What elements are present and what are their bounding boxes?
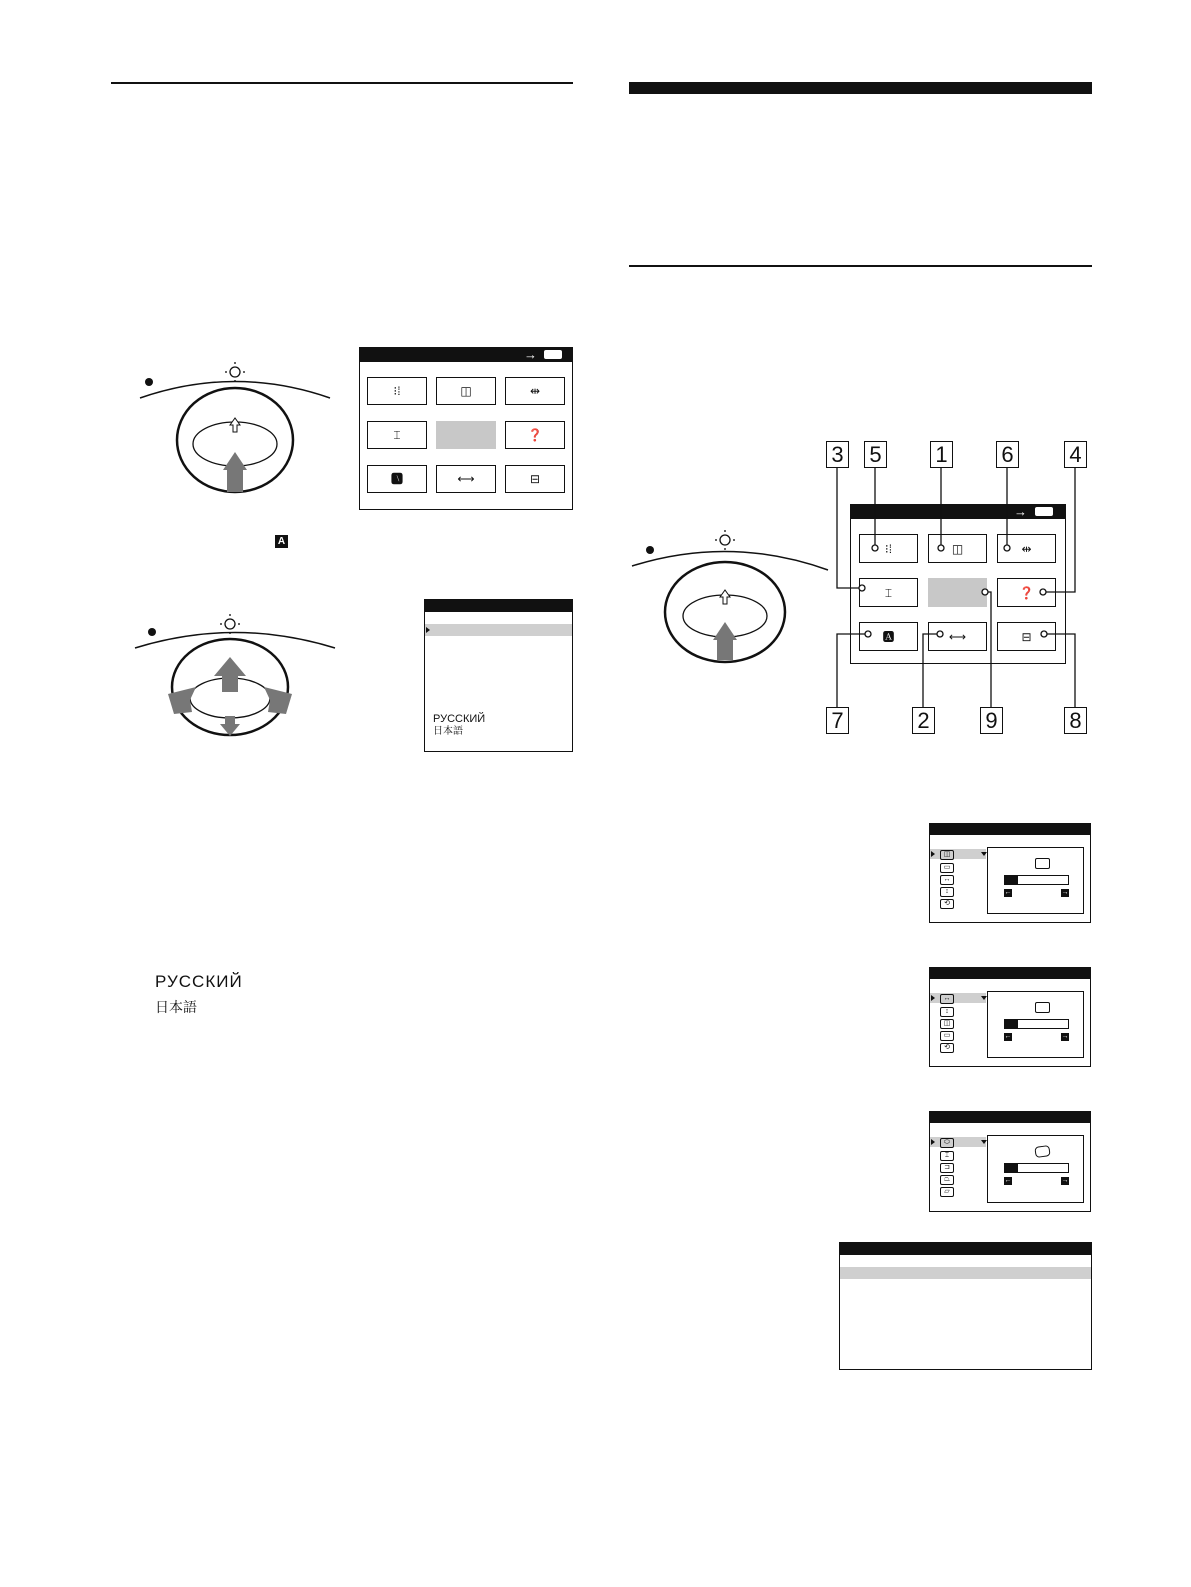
color-icon: ⁝⁞ <box>884 541 893 556</box>
rotation-icon[interactable]: ⟲ <box>940 1043 954 1053</box>
language-inline-icon: A <box>275 535 288 548</box>
list-menu-highlight <box>840 1267 1091 1279</box>
language-icon: 🅰 <box>390 472 403 486</box>
gauge-fill <box>1005 876 1018 884</box>
selection-pointer-icon <box>931 851 935 857</box>
center-icon: ◫ <box>460 384 472 398</box>
zoom-icon[interactable]: ▭ <box>940 1031 954 1041</box>
callout-leader-lines <box>0 0 1191 760</box>
options-icon: ⊟ <box>1021 629 1032 644</box>
callout-5: 5 <box>864 441 887 468</box>
center-icon[interactable]: ◫ <box>940 1019 954 1029</box>
callout-6: 6 <box>996 441 1019 468</box>
list-menu-title-bar <box>840 1243 1091 1255</box>
selection-pointer-icon <box>931 1139 935 1145</box>
key-balance-icon[interactable]: ▱ <box>940 1187 954 1197</box>
callout-2: 2 <box>912 707 935 734</box>
language-item-japanese[interactable]: 日本語 <box>433 726 463 737</box>
exit-arrow-icon: → <box>1014 504 1027 519</box>
adjust-gauge[interactable] <box>1004 1163 1069 1173</box>
adjust-panel <box>987 991 1084 1058</box>
callout-4: 4 <box>1064 441 1087 468</box>
rotation-icon <box>1034 1145 1050 1158</box>
center-icon: ◫ <box>951 541 964 556</box>
h-size-icon <box>1035 1002 1050 1013</box>
help-icon: ❓ <box>1019 585 1034 600</box>
submenu-highlight <box>930 849 986 859</box>
v-size-icon[interactable]: ↕ <box>940 1007 954 1017</box>
increase-button[interactable]: → <box>1061 1177 1069 1184</box>
center-adjust-menu <box>929 823 1091 923</box>
list-menu-osd <box>839 1242 1092 1370</box>
size-icon: ⇹ <box>1021 541 1032 556</box>
callout-1: 1 <box>930 441 953 468</box>
adjust-gauge[interactable] <box>1004 1019 1069 1029</box>
pincushion-icon[interactable]: ⌶ <box>940 1151 954 1161</box>
selection-pointer-icon <box>931 995 935 1001</box>
language-russian-text: РУССКИЙ <box>155 972 243 991</box>
language-icon: 🅰 <box>882 629 895 644</box>
help-icon: ❓ <box>527 428 543 442</box>
center-icon[interactable]: ◫ <box>940 850 954 860</box>
decrease-button[interactable]: ← <box>1004 1033 1012 1040</box>
convergence-icon: ⟷ <box>948 629 967 644</box>
center-icon <box>1035 858 1050 869</box>
decrease-button[interactable]: ← <box>1004 1177 1012 1184</box>
callout-3: 3 <box>826 441 849 468</box>
keystone-icon[interactable]: ⏢ <box>940 1175 954 1185</box>
adjust-panel <box>987 847 1084 914</box>
h-size-icon[interactable]: ↔ <box>940 875 954 885</box>
rotation-icon[interactable]: ⟲ <box>940 899 954 909</box>
convergence-icon: ⟷ <box>457 472 475 486</box>
submenu-title-bar <box>930 1112 1090 1123</box>
gauge-fill <box>1005 1020 1018 1028</box>
submenu-highlight <box>930 1137 986 1147</box>
rotation-icon[interactable]: ⬭ <box>940 1138 954 1148</box>
callout-9: 9 <box>980 707 1003 734</box>
pin-balance-icon[interactable]: ⊐ <box>940 1163 954 1173</box>
submenu-highlight <box>930 993 986 1003</box>
increase-button[interactable]: → <box>1061 889 1069 896</box>
geometry-icon: ⌶ <box>393 428 401 442</box>
gauge-fill <box>1005 1164 1018 1172</box>
adjust-panel <box>987 1135 1084 1203</box>
increase-button[interactable]: → <box>1061 1033 1069 1040</box>
callout-8: 8 <box>1064 707 1087 734</box>
v-size-icon[interactable]: ↕ <box>940 887 954 897</box>
color-icon: ⁝⁞ <box>393 384 401 398</box>
zoom-icon[interactable]: ▭ <box>940 863 954 873</box>
adjust-gauge[interactable] <box>1004 875 1069 885</box>
submenu-title-bar <box>930 824 1090 835</box>
geometry-icon: ⌶ <box>884 585 893 600</box>
options-icon: ⊟ <box>529 472 541 486</box>
submenu-title-bar <box>930 968 1090 979</box>
callout-7: 7 <box>826 707 849 734</box>
exit-arrow-icon: → <box>524 347 537 362</box>
size-icon: ⇹ <box>529 384 541 398</box>
decrease-button[interactable]: ← <box>1004 889 1012 896</box>
h-size-icon[interactable]: ↔ <box>940 994 954 1004</box>
language-item-russian[interactable]: РУССКИЙ <box>433 713 486 725</box>
geometry-adjust-menu <box>929 1111 1091 1212</box>
size-adjust-menu <box>929 967 1091 1067</box>
language-japanese-text: 日本語 <box>155 999 197 1015</box>
